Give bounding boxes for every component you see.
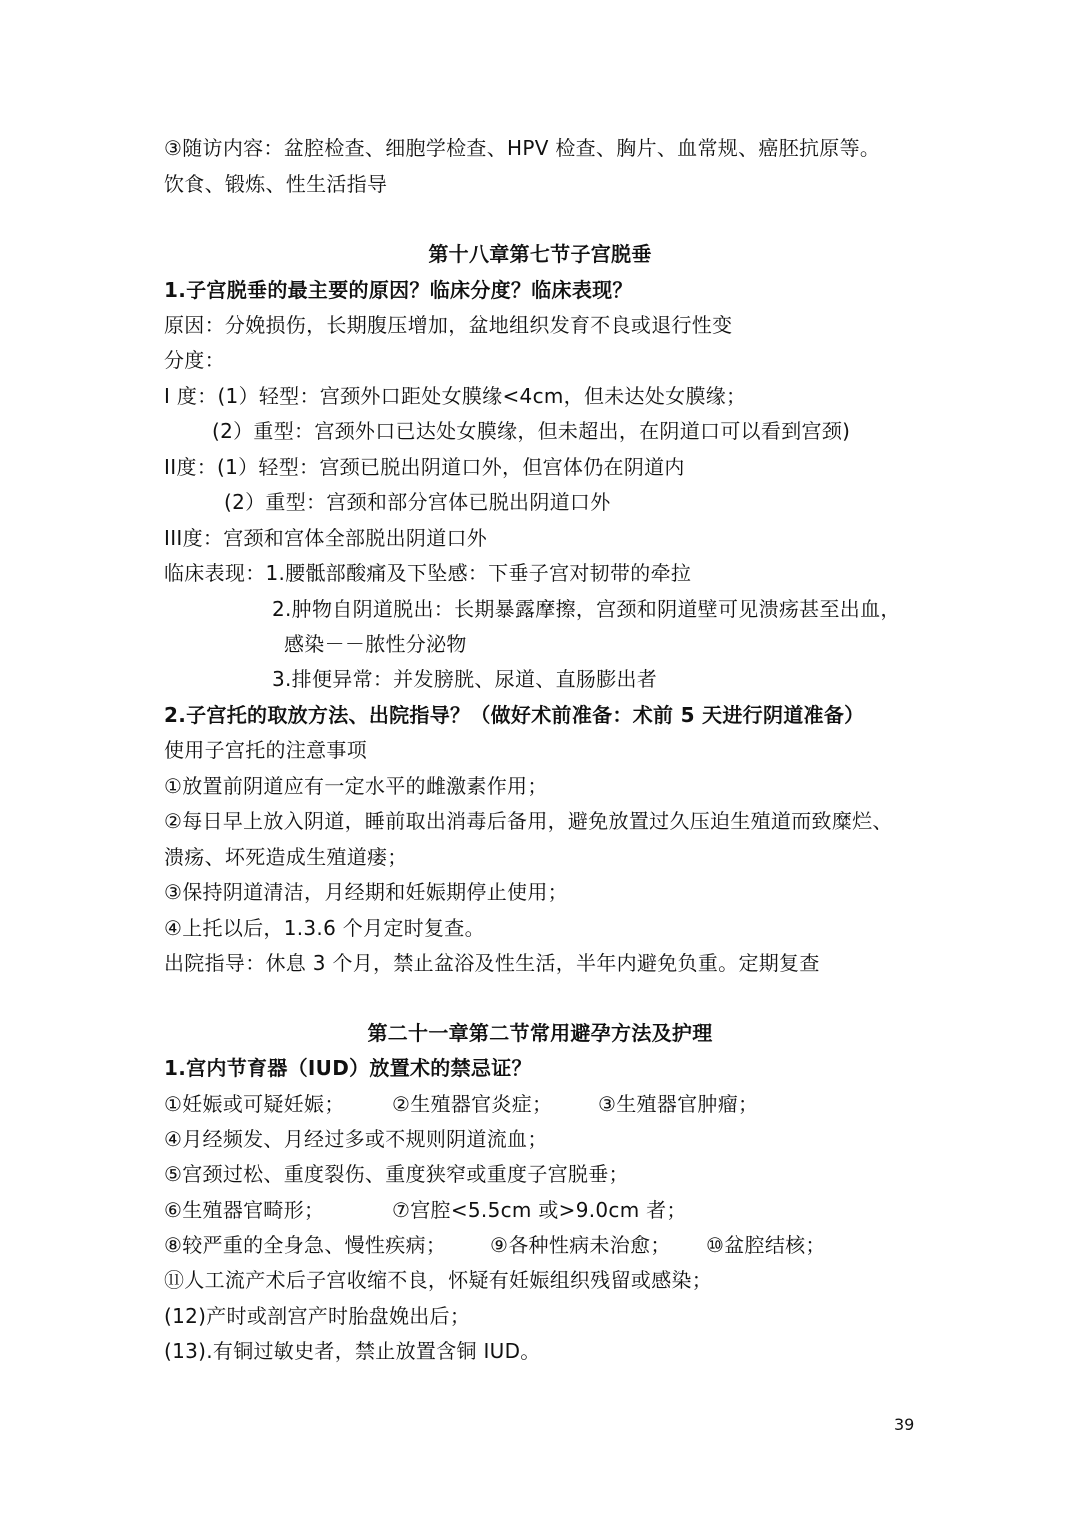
- list-item: ⑨各种性病未治愈；: [490, 1233, 671, 1257]
- question-heading: 1.子宫脱垂的最主要的原因？临床分度？临床表现？: [164, 278, 633, 302]
- list-item: ②生殖器官炎症；: [392, 1092, 553, 1116]
- text-line: 原因：分娩损伤，长期腹压增加，盆地组织发育不良或退行性变: [164, 313, 733, 337]
- section-heading: 第十八章第七节子宫脱垂: [428, 242, 652, 266]
- contraindication-row: [164, 1092, 924, 1116]
- list-item: ③生殖器官肿瘤；: [598, 1092, 759, 1116]
- text-line: (2）重型：宫颈和部分宫体已脱出阴道口外: [224, 490, 611, 514]
- list-item: ①妊娠或可疑妊娠；: [164, 1092, 345, 1116]
- list-item: (12)产时或剖宫产时胎盘娩出后；: [164, 1304, 471, 1328]
- text-line: ③随访内容：盆腔检查、细胞学检查、HPV 检查、胸片、血常规、癌胚抗原等。: [164, 136, 881, 160]
- text-line: 3.排便异常：并发膀胱、尿道、直肠膨出者: [272, 667, 658, 691]
- section-heading: 第二十一章第二节常用避孕方法及护理: [367, 1021, 713, 1045]
- list-item: ②每日早上放入阴道，睡前取出消毒后备用，避免放置过久压迫生殖道而致糜烂、: [164, 809, 893, 833]
- list-item: ⑩盆腔结核；: [706, 1233, 826, 1257]
- contraindication-row: [164, 1233, 924, 1257]
- text-line: 2.肿物自阴道脱出：长期暴露摩擦，宫颈和阴道壁可见溃疡甚至出血，: [272, 597, 901, 621]
- text-line: 临床表现：1.腰骶部酸痛及下坠感：下垂子宫对韧带的牵拉: [164, 561, 692, 585]
- list-item: ③保持阴道清洁，月经期和妊娠期停止使用；: [164, 880, 568, 904]
- list-item: ④上托以后，1.3.6 个月定时复查。: [164, 916, 485, 940]
- list-item: ⑥生殖器官畸形；: [164, 1198, 325, 1222]
- text-line: 出院指导：休息 3 个月，禁止盆浴及性生活，半年内避免负重。定期复查: [164, 951, 820, 975]
- text-line: II度：(1）轻型：宫颈已脱出阴道口外，但宫体仍在阴道内: [164, 455, 685, 479]
- text-line: (2）重型：宫颈外口已达处女膜缘，但未超出，在阴道口可以看到宫颈): [212, 419, 851, 443]
- page-number: 39: [894, 1415, 915, 1434]
- list-item: ⑧较严重的全身急、慢性疾病；: [164, 1233, 447, 1257]
- text-line: 饮食、锻炼、性生活指导: [164, 172, 388, 196]
- text-line: III度：宫颈和宫体全部脱出阴道口外: [164, 526, 488, 550]
- question-heading: 2.子宫托的取放方法、出院指导？（做好术前准备：术前 5 天进行阴道准备）: [164, 703, 865, 727]
- question-heading: 1.宫内节育器（IUD）放置术的禁忌证？: [164, 1056, 532, 1080]
- text-line: 使用子宫托的注意事项: [164, 738, 367, 762]
- text-line: 感染－－脓性分泌物: [284, 632, 467, 656]
- text-line: I 度：(1）轻型：宫颈外口距处女膜缘<4cm，但未达处女膜缘；: [164, 384, 747, 408]
- text-line: 溃疡、坏死造成生殖道瘘；: [164, 845, 408, 869]
- list-item: ⑪人工流产术后子宫收缩不良，怀疑有妊娠组织残留或感染；: [164, 1268, 713, 1292]
- list-item: ④月经频发、月经过多或不规则阴道流血；: [164, 1127, 548, 1151]
- list-item: ⑤宫颈过松、重度裂伤、重度狭窄或重度子宫脱垂；: [164, 1162, 629, 1186]
- text-line: 分度：: [164, 348, 225, 372]
- list-item: ①放置前阴道应有一定水平的雌激素作用；: [164, 774, 548, 798]
- list-item: ⑦宫腔<5.5cm 或>9.0cm 者；: [392, 1198, 687, 1222]
- contraindication-row: [164, 1198, 924, 1222]
- list-item: (13).有铜过敏史者，禁止放置含铜 IUD。: [164, 1339, 541, 1363]
